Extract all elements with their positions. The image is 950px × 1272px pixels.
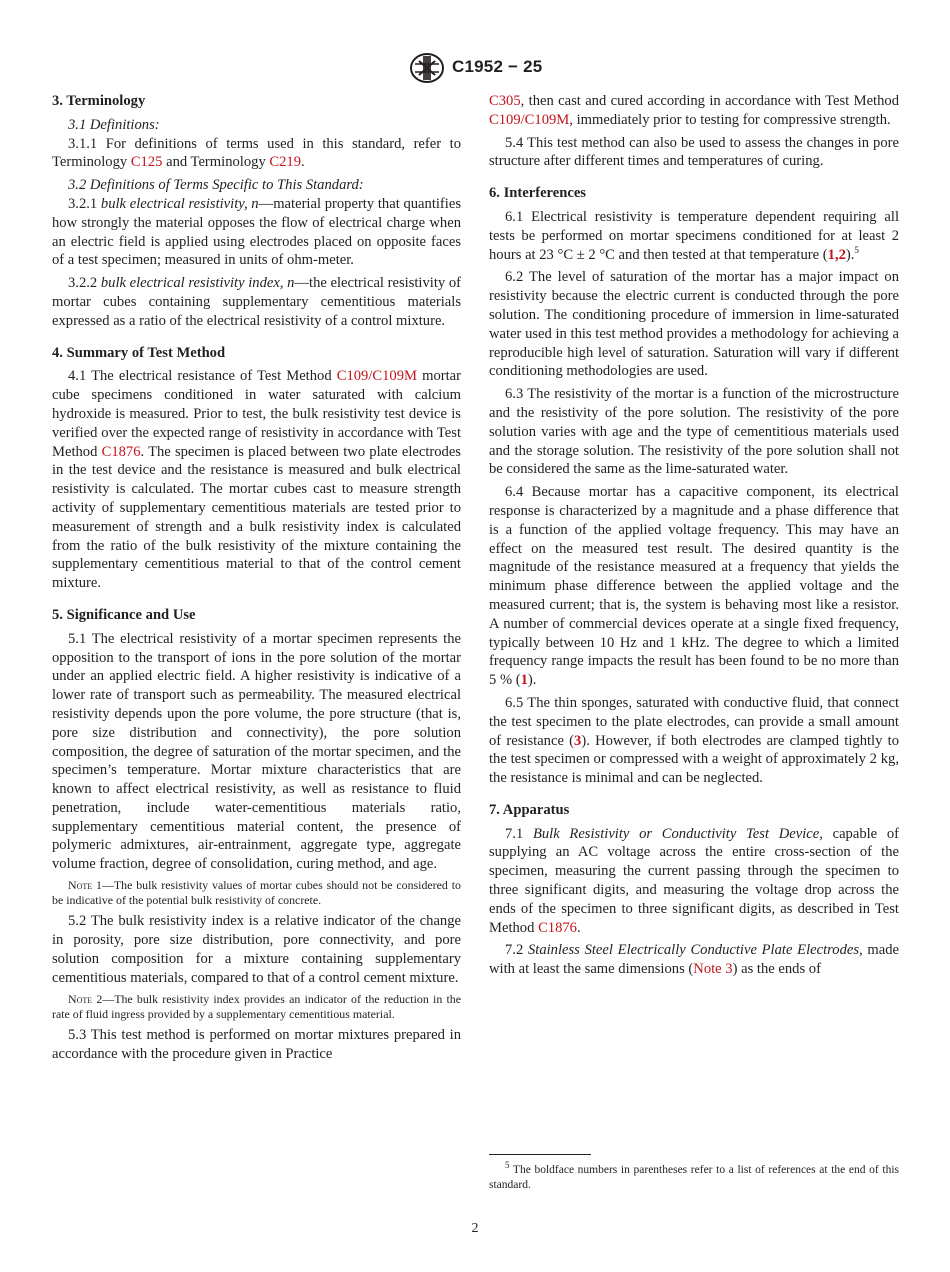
para-4-1: 4.1 The electrical resistance of Test Method C109/C109M mortar cube specimens conditioned in water saturated with calcium hydroxide is measured. Prior to test, the bulk resistivity test device is verified over the expected range of resistivity in accordance with Test Method C1876. The specimen is placed between two plate electrodes in the test device and the resistance is measured and bulk electrical resistivity is calculated. The mortar cubes cast to measure strength activity of supplementary cementitious materials are tested prior to measurement of strength and a bulk resistivity index is calculated from the ratio of the bulk resistivity of the mixture containing the supplementary cementitious material to that of the control cement mixture. [52,368,461,592]
link-ref-1[interactable]: 1 [520,672,528,689]
section-7-title: 7. Apparatus [489,801,570,818]
para-7-2: 7.2 Stainless Steel Electrically Conductive Plate Electrodes, made with at least the same dimensions (Note 3) as the ends of [489,942,899,978]
link-c125[interactable]: C125 [130,154,163,171]
right-column [489,92,899,983]
link-c109-2[interactable]: C109/C109M [489,111,570,128]
para-5-3-continued: C305, then cast and cured according in accordance with Test Method C109/C109M, immediately prior to testing for compressive strength. [489,93,899,128]
footnote-mark: 5 [854,244,859,255]
para-3-1: 3.1 Definitions: [68,116,160,133]
document-id: C1952 − 25 [452,57,543,76]
astm-logo-icon [409,52,445,84]
para-6-2: 6.2 The level of saturation of the mortar has a major impact on resistivity because the electric current is conducted through the pore solution. The conditioning procedure of immersion in lime-saturated water used in this test method provides a methodology for achieving a reproducible high level of saturation. Saturation will vary if different conditioning methodologies are used. [489,269,899,380]
link-c1876-2[interactable]: C1876 [538,919,577,936]
link-c1876[interactable]: C1876 [101,443,141,460]
para-7-1: 7.1 Bulk Resistivity or Conductivity Test Device, capable of supplying an AC voltage across the entire cross-section of the specimen, measuring the current passing through the specimen to three significant digits, and measuring the voltage drop across the ends of the specimen to three significant digits, as described in Test Method C1876. [489,825,900,936]
section-3-title: 3. Terminology [52,93,146,109]
note-1: Note 1—The bulk resistivity values of mortar cubes should not be considered to be indicative of the potential bulk resistivity of concrete. [52,878,461,908]
section-6-title: 6. Interferences [489,185,586,202]
para-6-4: 6.4 Because mortar has a capacitive component, its electrical response is characterized by a magnitude and a phase difference that is a function of the applied voltage frequency. This may have an effect on the measured test result. The desired quantity is the magnitude of the resistance measured at a frequency that yields the minimum phase difference between the applied voltage and the measured current; that is, the system is behaving most like a resistor. A number of commercial devices operate at a single fixed frequency, typically between 10 Hz and 1 kHz. The degree to which a limited frequency range impacts the result has been found to be no more than 5 % (1). [489,484,899,689]
para-5-1: 5.1 The electrical resistivity of a mortar specimen represents the opposition to the transport of ions in the pore solution of the mortar under an applied electric field. A higher resistivity is indicative of a lower rate of transport such as permeability. The measured electrical resistivity depends upon the pore volume, the pore structure (that is, pore size distribution and connectivity), the pore solution composition, the degree of saturation of the mortar specimen, and the specimen’s temperature. Mortar mixture characteristics that are known to affect electrical resistivity, as well as resistance to fluid penetration, include water-cementitious materials ratio, supplementary cementitious material content, the presence of polymeric admixtures, air-entrainment, aggregate type, aggregate volume fraction, degree of consolidation, curing method, and age. [52,630,461,873]
link-ref-1-2[interactable]: 1,2 [827,246,846,263]
para-3-1-1: 3.1.1 For definitions of terms used in this standard, refer to Terminology C125 and Terminology C219. [52,135,461,171]
para-6-5: 6.5 The thin sponges, saturated with conductive fluid, that connect the test specimen to the plate electrodes, can provide a small amount of resistance (3). However, if both electrodes are clamped tightly to the test specimen or compressed with a weight of approximately 2 kg, the resistance is minimal and can be neglected. [489,694,899,787]
link-c109[interactable]: C109/C109M [336,368,417,385]
section-5-title: 5. Significance and Use [52,606,196,623]
para-6-1: 6.1 Electrical resistivity is temperature dependent requiring all tests be performed on mortar specimens conditioned for at least 2 hours at 23 °C ± 2 °C and then tested at that temperature (1,2).$^5$ [489,208,899,263]
link-ref-3[interactable]: 3 [574,732,582,749]
link-c219[interactable]: C219 [269,154,302,171]
para-5-4: 5.4 This test method can also be used to assess the changes in pore structure after different times and temperatures of curing. [489,134,899,170]
footnote-divider [489,1154,591,1155]
page-number: 2 [471,1221,479,1236]
section-4-title: 4. Summary of Test Method [52,344,226,361]
link-note-3[interactable]: Note 3 [693,961,733,978]
note-2: Note 2—The bulk resistivity index provides an indicator of the reduction in the rate of fluid ingress provided by a supplementary cementitious material. [52,991,461,1021]
para-5-2: 5.2 The bulk resistivity index is a relative indicator of the change in porosity, pore size distribution, pore connectivity, and pore solution composition for a mixture containing supplementary cementitious materials, compared to that of a control cement mixture. [52,913,461,986]
para-3-2-2: 3.2.2 bulk electrical resistivity index, n—the electrical resistivity of mortar cubes containing supplementary cementitious materials expressed as a ratio of the electrical resistivity of a control mixture. [52,275,461,329]
left-column [52,92,461,1068]
para-6-3: 6.3 The resistivity of the mortar is a function of the microstructure and the resistivity of the pore solution. The resistivity of the pore solution varies with age and the type of cementitious materials used and the storage solution. The resistivity of the pore solution shall not be considered the same as the lime-saturated water. [489,386,899,478]
para-5-3: 5.3 This test method is performed on mortar mixtures prepared in accordance with the procedure given in Practice [52,1027,461,1062]
footnote: $^5$ The boldface numbers in parentheses refer to a list of references at the end of this standard. [489,1160,899,1191]
para-3-2-1: 3.2.1 bulk electrical resistivity, n—material property that quantifies how strongly the material opposes the flow of electrical charge when an electric field is applied using electrodes placed on opposite faces of a test specimen; measured in units of ohm-meter. [52,195,462,269]
link-c305[interactable]: C305 [489,93,521,109]
page-header [0,52,950,86]
para-3-2: 3.2 Definitions of Terms Specific to This Standard: [68,177,364,194]
